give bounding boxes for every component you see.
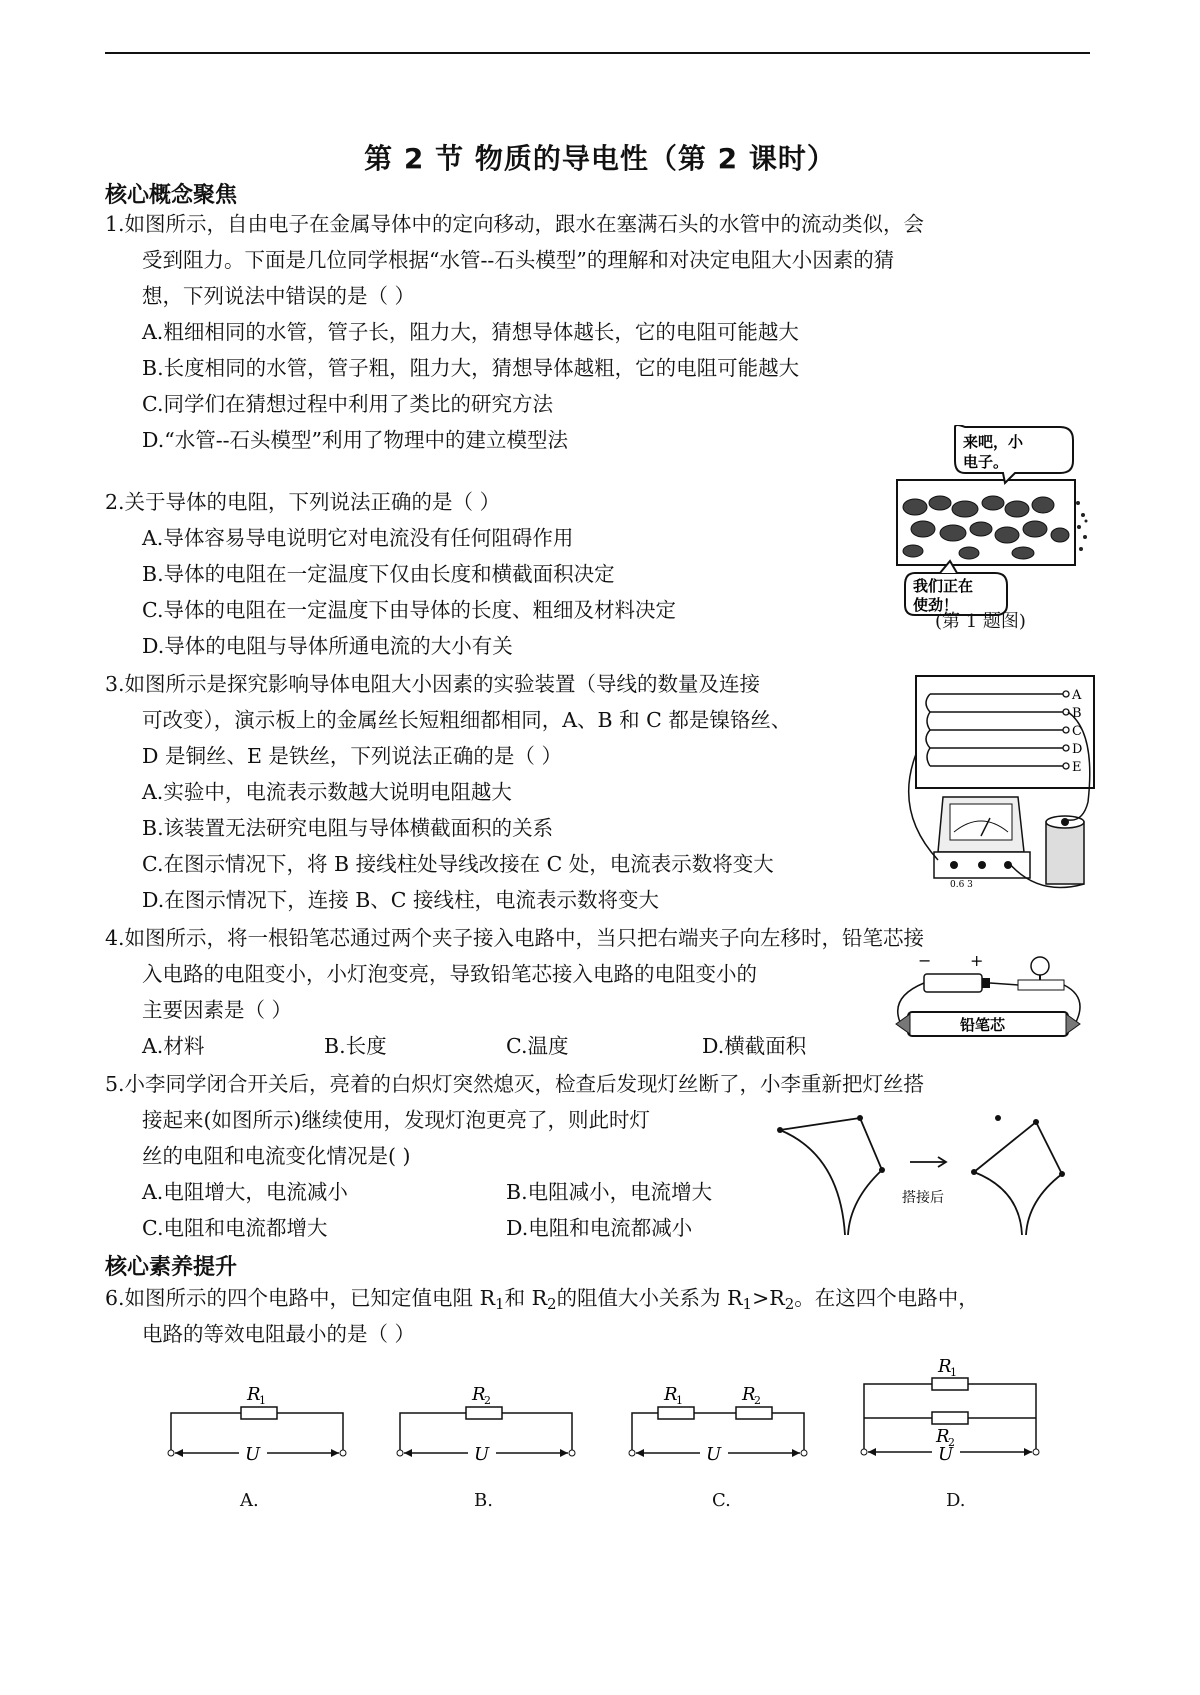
q1-option-b: B.长度相同的水管，管子粗，阻力大，猜想导体越粗，它的电阻可能越大 xyxy=(142,356,800,380)
q6-text-part3: 的阻值大小关系为 R xyxy=(556,1286,743,1310)
q6c-u-label: U xyxy=(706,1444,722,1465)
q4-stem-line2: 入电路的电阻变小，小灯泡变亮，导致铅笔芯接入电路的电阻变小的 xyxy=(142,962,757,986)
q6a-r-sub: 1 xyxy=(259,1394,266,1407)
q6d-r2-label: R xyxy=(936,1426,950,1447)
q6a-r-label: R xyxy=(247,1384,261,1405)
q3-stem-line3: D 是铜丝、E 是铁丝，下列说法正确的是（ ） xyxy=(142,744,562,768)
q5-stem-line3: 丝的电阻和电流变化情况是( ) xyxy=(142,1144,411,1168)
q4-option-b: B.长度 xyxy=(324,1034,387,1058)
q5-stem-line1: 5.小李同学闭合开关后，亮着的白炽灯突然熄灭，检查后发现灯丝断了，小李重新把灯丝搭 xyxy=(105,1072,925,1096)
q4-battery-plus: + xyxy=(970,952,984,970)
q4-option-c: C.温度 xyxy=(506,1034,569,1058)
q6b-r-sub: 2 xyxy=(484,1394,491,1407)
q1-stem-line3: 想，下列说法中错误的是（ ） xyxy=(142,284,416,308)
q4-option-a: A.材料 xyxy=(142,1034,205,1058)
q2-option-d: D.导体的电阻与导体所通电流的大小有关 xyxy=(142,634,513,658)
q3-terminal-c: C xyxy=(1072,724,1082,739)
q1-figure-caption: (第 1 题图) xyxy=(935,611,1026,632)
q6-text-part1: 6.如图所示的四个电路中，已知定值电阻 R xyxy=(105,1286,496,1310)
q6-circuit-d xyxy=(858,1354,1048,1474)
q6-circuit-c xyxy=(626,1378,816,1468)
q3-option-d: D.在图示情况下，连接 B、C 接线柱，电流表示数将变大 xyxy=(142,888,660,912)
q6-sub-r2b: 2 xyxy=(784,1295,795,1313)
q6c-r1-sub: 1 xyxy=(676,1394,683,1407)
q2-option-b: B.导体的电阻在一定温度下仅由长度和横截面积决定 xyxy=(142,562,615,586)
q1-option-a: A.粗细相同的水管，管子长，阻力大，猜想导体越长，它的电阻可能越大 xyxy=(142,320,799,344)
q4-stem-line3: 主要因素是（ ） xyxy=(142,998,293,1022)
q6-text-part5: 。在这四个电路中， xyxy=(794,1286,979,1310)
q3-stem-line2: 可改变），演示板上的金属丝长短粗细都相同，A、B 和 C 都是镍铬丝、 xyxy=(142,708,792,732)
q1-bubble-bottom-line1: 我们正在 xyxy=(913,577,974,595)
q6d-r1-sub: 1 xyxy=(950,1366,957,1379)
q4-pencil-label: 铅笔芯 xyxy=(960,1016,1006,1034)
q6-text-part4: >R xyxy=(752,1286,785,1310)
header-rule xyxy=(105,52,1090,54)
q1-stem-line1: 1.如图所示，自由电子在金属导体中的定向移动，跟水在塞满石头的水管中的流动类似，会 xyxy=(105,212,925,236)
q1-option-d: D.“水管--石头模型”利用了物理中的建立模型法 xyxy=(142,428,569,452)
q6a-u-label: U xyxy=(245,1444,261,1465)
q6b-r-label: R xyxy=(472,1384,486,1405)
q1-option-c: C.同学们在猜想过程中利用了类比的研究方法 xyxy=(142,392,553,416)
q3-terminal-a: A xyxy=(1072,688,1082,703)
q2-option-c: C.导体的电阻在一定温度下由导体的长度、粗细及材料决定 xyxy=(142,598,676,622)
q1-bubble-top-line2: 电子。 xyxy=(963,453,1009,471)
q1-stem-line2: 受到阻力。下面是几位同学根据“水管--石头模型”的理解和对决定电阻大小因素的猜 xyxy=(142,248,895,272)
q6d-u-label: U xyxy=(938,1444,954,1465)
q6c-r1-label: R xyxy=(664,1384,678,1405)
q6-caption-a: A. xyxy=(240,1490,259,1511)
q6-caption-b: B. xyxy=(474,1490,493,1511)
q4-stem-line1: 4.如图所示，将一根铅笔芯通过两个夹子接入电路中，当只把右端夹子向左移时，铅笔芯接 xyxy=(105,926,925,950)
section-heading-core-literacy: 核心素养提升 xyxy=(105,1255,238,1280)
q6-text-part2: 和 R xyxy=(504,1286,548,1310)
q5-option-a: A.电阻增大，电流减小 xyxy=(142,1180,348,1204)
q3-terminal-e: E xyxy=(1072,760,1082,775)
q3-apparatus-figure xyxy=(898,672,1098,904)
q6-caption-d: D. xyxy=(946,1490,966,1511)
q5-after-label: 搭接后 xyxy=(902,1190,944,1206)
q6-sub-r1a: 1 xyxy=(495,1295,505,1313)
q3-option-b: B.该装置无法研究电阻与导体横截面积的关系 xyxy=(142,816,554,840)
q4-battery-minus: − xyxy=(918,952,932,970)
q1-pipe-figure xyxy=(895,425,1090,630)
page-title: 第 2 节 物质的导电性（第 2 课时） xyxy=(364,142,836,175)
q5-option-d: D.电阻和电流都减小 xyxy=(506,1216,693,1240)
q1-bubble-bottom-line2: 使劲！ xyxy=(913,596,959,614)
q4-pencil-circuit-figure xyxy=(888,952,1088,1042)
q4-option-d: D.横截面积 xyxy=(702,1034,807,1058)
q6c-r2-label: R xyxy=(742,1384,756,1405)
q3-stem-line1: 3.如图所示是探究影响导体电阻大小因素的实验装置（导线的数量及连接 xyxy=(105,672,761,696)
q6b-u-label: U xyxy=(474,1444,490,1465)
q3-option-c: C.在图示情况下，将 B 接线柱处导线改接在 C 处，电流表示数将变大 xyxy=(142,852,774,876)
q2-option-a: A.导体容易导电说明它对电流没有任何阻碍作用 xyxy=(142,526,574,550)
q6d-r2-sub: 2 xyxy=(948,1436,955,1449)
q6-circuit-a xyxy=(165,1378,355,1468)
q5-option-b: B.电阻减小，电流增大 xyxy=(506,1180,713,1204)
q6-sub-r2a: 2 xyxy=(547,1295,557,1313)
q3-meter-scale: 0.6 3 xyxy=(950,880,973,890)
q6c-r2-sub: 2 xyxy=(754,1394,761,1407)
q6-sub-r1b: 1 xyxy=(742,1295,753,1313)
q5-option-c: C.电阻和电流都增大 xyxy=(142,1216,328,1240)
q5-filament-figure xyxy=(770,1110,1090,1240)
q3-terminal-b: B xyxy=(1072,706,1082,721)
q6-circuit-b xyxy=(394,1378,584,1468)
q3-option-a: A.实验中，电流表示数越大说明电阻越大 xyxy=(142,780,512,804)
q2-stem: 2.关于导体的电阻，下列说法正确的是（ ） xyxy=(105,490,501,514)
q6d-r1-label: R xyxy=(938,1356,952,1377)
q1-bubble-top-line1: 来吧，小 xyxy=(963,433,1024,451)
q3-terminal-d: D xyxy=(1072,742,1083,757)
q6-stem-line2: 电路的等效电阻最小的是（ ） xyxy=(142,1322,416,1346)
q5-stem-line2: 接起来(如图所示)继续使用，发现灯泡更亮了，则此时灯 xyxy=(142,1108,650,1132)
section-heading-core-concepts: 核心概念聚焦 xyxy=(105,183,238,208)
q6-caption-c: C. xyxy=(712,1490,731,1511)
